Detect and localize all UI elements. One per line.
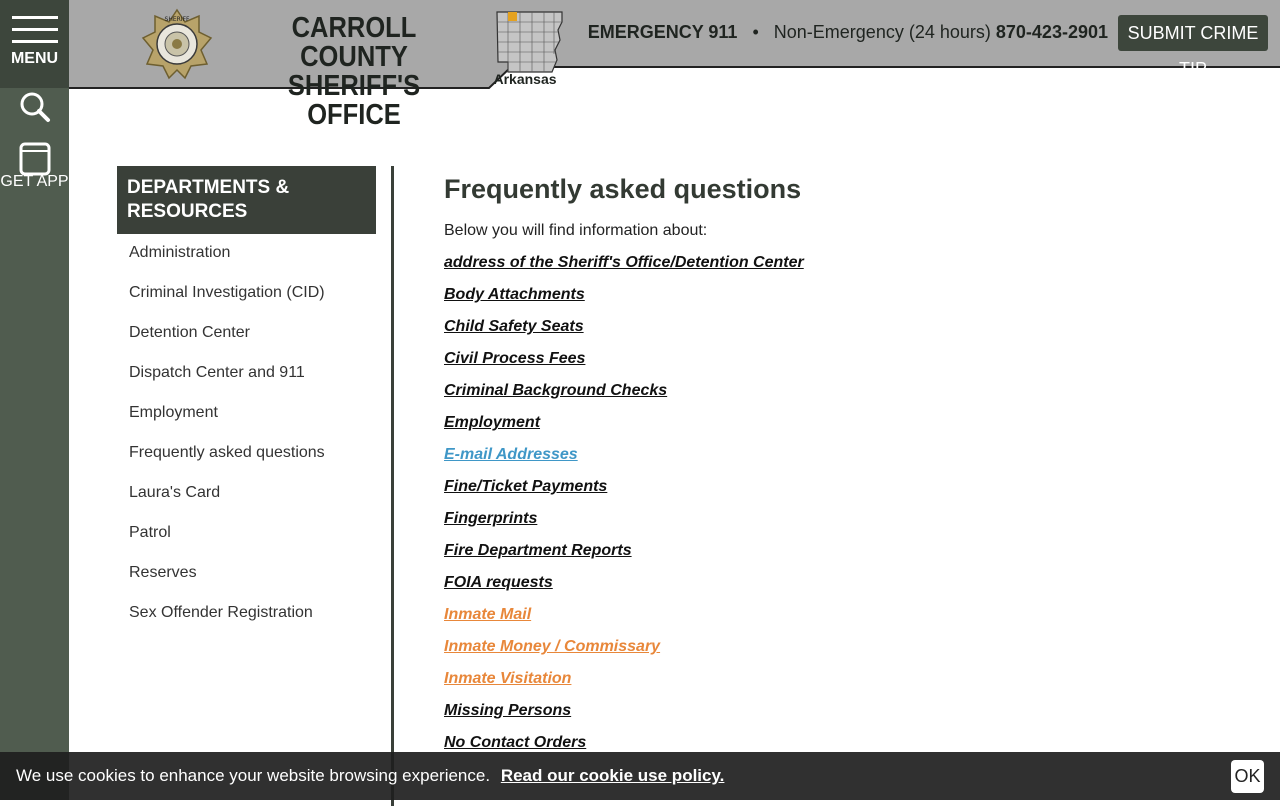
get-app-label: GET APP: [0, 173, 69, 190]
emergency-number[interactable]: EMERGENCY 911: [587, 22, 738, 42]
cookie-ok-button[interactable]: OK: [1231, 760, 1264, 793]
faq-link-fire-department-reports[interactable]: Fire Department Reports: [444, 542, 632, 559]
nonemergency-label: Non-Emergency (24 hours): [773, 22, 991, 42]
site-title[interactable]: [258, 14, 450, 130]
faq-link-inmate-money[interactable]: Inmate Money / Commissary: [444, 638, 661, 655]
faq-link-email-addresses[interactable]: E-mail Addresses: [444, 446, 578, 463]
sidebar-item-patrol[interactable]: Patrol: [129, 524, 171, 541]
faq-link-body-attachments[interactable]: Body Attachments: [444, 286, 585, 303]
get-app-button[interactable]: [0, 138, 69, 198]
sidebar-heading: [117, 166, 376, 234]
cookie-text: [16, 766, 724, 786]
submit-crime-tip-button[interactable]: SUBMIT CRIME TIP: [1118, 15, 1268, 51]
separator-dot: •: [752, 22, 759, 42]
search-button[interactable]: [0, 88, 69, 134]
left-rail: [0, 0, 69, 800]
hamburger-icon-bar: [12, 40, 58, 43]
sidebar-heading-line2: RESOURCES: [127, 201, 248, 222]
sidebar-heading-line1: DEPARTMENTS &: [127, 177, 290, 198]
search-icon: [0, 88, 69, 128]
sidebar-item-administration[interactable]: Administration: [129, 244, 231, 261]
faq-link-background-checks[interactable]: Criminal Background Checks: [444, 382, 668, 399]
page-title: Frequently asked questions: [444, 174, 802, 204]
arkansas-map-icon: [494, 10, 566, 76]
hamburger-icon-bar: [12, 28, 58, 31]
content-divider: [391, 166, 394, 806]
sidebar-item-lauras-card[interactable]: Laura's Card: [129, 484, 221, 501]
sheriff-badge-logo: [141, 8, 213, 80]
faq-link-inmate-mail[interactable]: Inmate Mail: [444, 606, 532, 623]
site-header: [69, 0, 1280, 131]
intro-text: Below you will find information about:: [444, 222, 708, 239]
faq-link-address[interactable]: address of the Sheriff's Office/Detention Center: [444, 254, 804, 271]
faq-link-fine-ticket-payments[interactable]: Fine/Ticket Payments: [444, 478, 608, 495]
sidebar-item-dispatch[interactable]: Dispatch Center and 911: [129, 364, 305, 381]
sidebar-item-employment[interactable]: Employment: [129, 404, 218, 421]
cookie-banner: [0, 752, 1280, 800]
faq-link-child-safety-seats[interactable]: Child Safety Seats: [444, 318, 584, 335]
phone-icon: [0, 142, 69, 176]
state-label: Arkansas: [493, 71, 557, 87]
faq-link-fingerprints[interactable]: Fingerprints: [444, 510, 538, 527]
header-background: [69, 0, 1280, 90]
menu-label: MENU: [10, 50, 59, 67]
sidebar-item-detention-center[interactable]: Detention Center: [129, 324, 250, 341]
faq-link-employment[interactable]: Employment: [444, 414, 541, 431]
sidebar-item-cid[interactable]: Criminal Investigation (CID): [129, 284, 325, 301]
faq-link-inmate-visitation[interactable]: Inmate Visitation: [444, 670, 572, 687]
sidebar-item-sex-offender[interactable]: Sex Offender Registration: [129, 604, 313, 621]
cookie-policy-link[interactable]: Read our cookie use policy.: [500, 766, 725, 785]
menu-button[interactable]: [0, 0, 69, 88]
nonemergency-phone[interactable]: 870-423-2901: [995, 22, 1108, 42]
hamburger-icon: [12, 16, 58, 19]
faq-link-civil-process-fees[interactable]: Civil Process Fees: [444, 350, 586, 367]
svg-text:SHERIFF: SHERIFF: [164, 16, 190, 23]
site-title-line1: CARROLL COUNTY: [291, 12, 417, 73]
site-title-line2: SHERIFF'S OFFICE: [287, 70, 421, 131]
cookie-message: We use cookies to enhance your website browsing experience.: [16, 766, 491, 785]
faq-link-foia-requests[interactable]: FOIA requests: [444, 574, 553, 591]
faq-link-missing-persons[interactable]: Missing Persons: [444, 702, 572, 719]
faq-link-no-contact-orders[interactable]: No Contact Orders: [444, 734, 587, 751]
sidebar-item-reserves[interactable]: Reserves: [129, 564, 197, 581]
contact-info: [588, 22, 1108, 43]
sidebar-item-faq[interactable]: Frequently asked questions: [129, 444, 325, 461]
